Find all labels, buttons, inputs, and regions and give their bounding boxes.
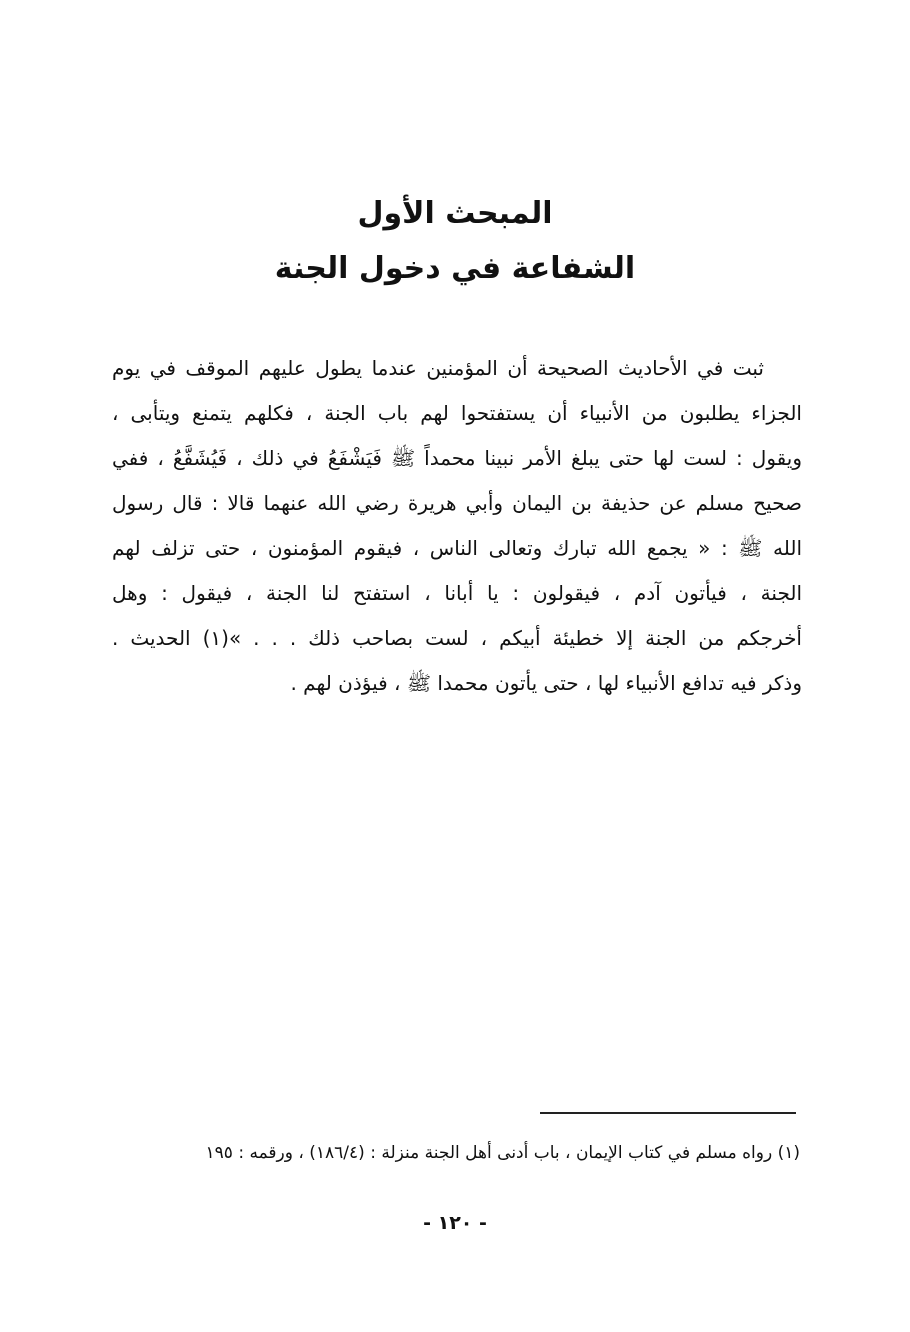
body-line: الجنة ، فيأتون آدم ، فيقولون : يا أبانا ، استفتح لنا الجنة ، فيقول : وهل [112,581,802,605]
footnote: (١) رواه مسلم في كتاب الإيمان ، باب أدنى أهل الجنة منزلة : (١٨٦/٤) ، ورقمه : ١٩٥ [205,1143,800,1163]
body-line: ويقول : لست لها حتى يبلغ الأمر نبينا محمداً ﷺ فَيَشْفَعُ في ذلك ، فَيُشَفَّعُ ، ففي [112,446,802,470]
body-line: ثبت في الأحاديث الصحيحة أن المؤمنين عندما يطول عليهم الموقف في يوم [112,356,764,380]
body-line: أخرجكم من الجنة إلا خطيئة أبيكم ، لست بصاحب ذلك . . . »(١) الحديث . [112,626,802,650]
body-line: وذكر فيه تدافع الأنبياء لها ، حتى يأتون محمدا ﷺ ، فيؤذن لهم . [290,671,802,695]
section-heading: المبحث الأول [357,196,553,231]
body-paragraph [112,346,802,706]
footnote-divider [540,1112,796,1114]
body-line: الجزاء يطلبون من الأنبياء أن يستفتحوا لهم باب الجنة ، فكلهم يتمنع ويتأبى ، [112,401,802,425]
page-number: - ١٢٠ - [423,1212,487,1234]
section-title: الشفاعة في دخول الجنة [274,251,636,286]
body-line: صحيح مسلم عن حذيفة بن اليمان وأبي هريرة رضي الله عنهما قالا : قال رسول [112,491,802,515]
body-line: الله ﷺ : « يجمع الله تبارك وتعالى الناس ، فيقوم المؤمنون ، حتى تزلف لهم [112,536,802,560]
